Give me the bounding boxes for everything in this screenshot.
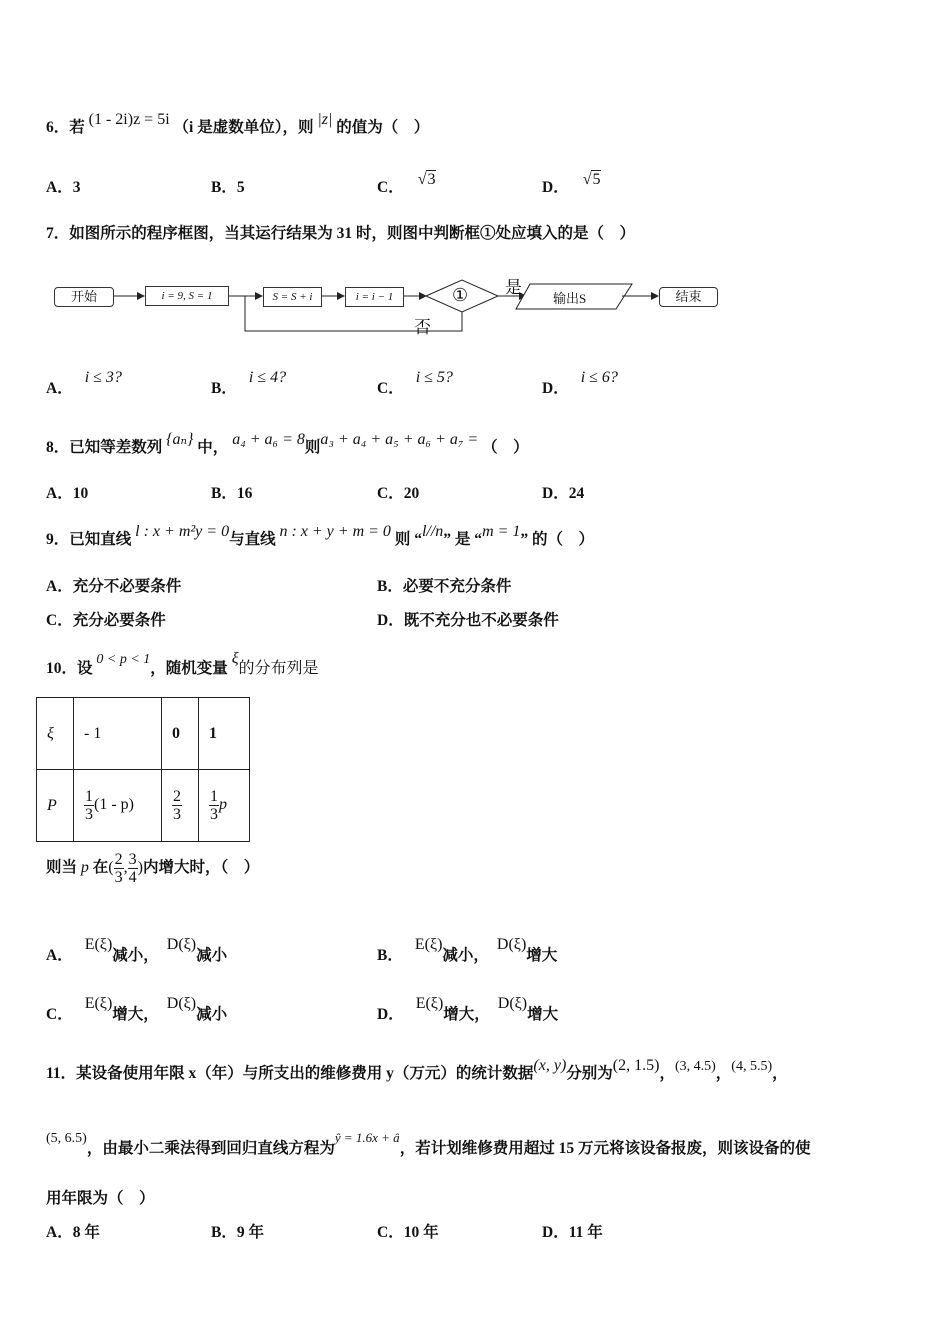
q8-sequence: {aₙ} [166, 431, 194, 448]
fraction: $\frac{1}{3}$ [210, 788, 218, 823]
interval-start: $\frac{2}{3}$ [114, 850, 123, 886]
q9-line-n: n : x + y + m = 0 [279, 523, 391, 540]
q11-option-a[interactable]: A．8 年 [46, 1224, 100, 1241]
flow-step-decrement: i = i − 1 [345, 287, 404, 307]
q6-expression: (1 - 2i)z = 5i [88, 111, 170, 128]
q11-point-2: (3, 4.5) [674, 1059, 716, 1074]
q8-expression: a₃ + a₄ + a₅ + a₆ + a₇ = [320, 431, 479, 448]
q7-option-a[interactable]: A．i ≤ 3? [46, 369, 122, 397]
q10-condition: 0 < p < 1 [96, 652, 151, 667]
q6-note: （i 是虚数单位），则 [173, 119, 314, 136]
q6-option-d[interactable]: D． √5 [542, 171, 601, 196]
q10-option-a[interactable]: A．E(ξ)减小，D(ξ)减小 [46, 936, 228, 964]
q8-option-d[interactable]: D．24 [542, 485, 585, 502]
q10-option-c[interactable]: C．E(ξ)增大，D(ξ)减小 [46, 995, 228, 1023]
q7-option-c[interactable]: C．i ≤ 5? [377, 369, 453, 397]
q10-var: ξ [231, 650, 239, 667]
table-cell: $\frac{1}{3}$ p [199, 770, 250, 842]
q9-option-a[interactable]: A．充分不必要条件 [46, 578, 182, 595]
q7-option-d[interactable]: D．i ≤ 6? [542, 369, 618, 397]
interval-end: $\frac{3}{4}$ [128, 850, 137, 886]
q6-option-b[interactable]: B．5 [211, 179, 245, 196]
table-cell: $\frac{1}{3}$ (1 - p) [74, 770, 162, 842]
q8-option-b[interactable]: B．16 [211, 485, 253, 502]
q10-question: 则当 p 在( $\frac{2}{3}$ , $\frac{3}{4}$ )内增大时，（ ） [46, 850, 260, 886]
flow-end: 结束 [659, 287, 718, 307]
table-cell: - 1 [74, 698, 162, 770]
fraction: $\frac{1}{3}$ [85, 788, 93, 823]
flow-output: 输出S [553, 291, 587, 306]
q6-tail: 的值为（ ） [336, 119, 430, 136]
q6-number: 6．若 [46, 119, 85, 136]
q9-cond-m: m = 1 [482, 523, 521, 540]
q10-stem: 10．设 0 < p < 1，随机变量 ξ的分布列是 [46, 650, 319, 677]
q11-option-c[interactable]: C．10 年 [377, 1224, 439, 1241]
q11-point-3: (4, 5.5) [731, 1059, 773, 1074]
q8-option-c[interactable]: C．20 [377, 485, 420, 502]
table-cell: P [37, 770, 74, 842]
q11-line-3: 用年限为（ ） [46, 1190, 155, 1207]
q6-option-c[interactable]: C． √3 [377, 171, 436, 196]
q9-option-c[interactable]: C．充分必要条件 [46, 612, 166, 629]
table-cell [162, 770, 199, 842]
q11-option-b[interactable]: B．9 年 [211, 1224, 264, 1241]
distribution-table [36, 697, 250, 842]
q9-option-b[interactable]: B．必要不充分条件 [377, 578, 512, 595]
flow-step-sum: S = S + i [263, 287, 322, 307]
q10-option-b[interactable]: B．E(ξ)减小，D(ξ)增大 [377, 936, 558, 964]
q7-option-b[interactable]: B．i ≤ 4? [211, 369, 287, 397]
table-row [37, 770, 250, 842]
q8-condition: a₄ + a₆ = 8 [232, 431, 305, 448]
q11-line-1: 11．某设备使用年限 x（年）与所支出的维修费用 y（万元）的统计数据(x, y)分别为(2, 1.5)，(3, 4.5)，(4, 5.5)， [46, 1057, 788, 1082]
q11-point-1: (2, 1.5) [612, 1057, 660, 1074]
q11-regression-eq: ŷ = 1.6x + â [334, 1130, 400, 1145]
q11-point-4: (5, 6.5) [46, 1131, 87, 1146]
q10-option-d[interactable]: D．E(ξ)增大，D(ξ)增大 [377, 995, 559, 1023]
q9-stem: 9．已知直线 l : x + m²y = 0与直线 n : x + y + m = 0 则 “l//n” 是 “m = 1” 的（ ） [46, 523, 595, 548]
q11-pair: (x, y) [533, 1057, 567, 1074]
table-cell: ξ [37, 698, 74, 770]
sqrt-5: √5 [582, 171, 601, 188]
q9-line-l: l : x + m²y = 0 [135, 523, 230, 540]
q9-cond-parallel: l//n [421, 523, 444, 540]
q6-option-a[interactable]: A．3 [46, 179, 81, 196]
flow-decision-label: ① [452, 285, 469, 305]
table-cell: 1 [199, 698, 250, 770]
q8-option-a[interactable]: A．10 [46, 485, 89, 502]
q11-option-d[interactable]: D．11 年 [542, 1224, 603, 1241]
q11-line-2: (5, 6.5)，由最小二乘法得到回归直线方程为$^{ŷ = 1.6x + â}$，若计划维修费用超过 15 万元将该设备报废，则该设备的使 [46, 1130, 811, 1157]
flowchart-lines [0, 0, 950, 350]
flow-start: 开始 [54, 287, 114, 307]
table-row [37, 698, 250, 770]
fraction: $\frac{2}{3}$ [173, 788, 181, 823]
q9-option-d[interactable]: D．既不充分也不必要条件 [377, 612, 559, 629]
q7-stem: 7．如图所示的程序框图，当其运行结果为 31 时，则图中判断框①处应填入的是（ ） [46, 225, 636, 242]
flow-yes-label: 是 [505, 278, 522, 297]
q8-stem: 8．已知等差数列 {aₙ} 中， a₄ + a₆ = 8则a₃ + a₄ + a₅ + a₆ + a₇ = （ ） [46, 431, 529, 456]
flow-no-label: 否 [414, 318, 431, 337]
q6-abs-z: |z| [317, 111, 333, 128]
flow-init: i = 9, S = 1 [145, 286, 229, 306]
sqrt-3: √3 [417, 171, 436, 188]
table-cell: 0 [162, 698, 199, 770]
